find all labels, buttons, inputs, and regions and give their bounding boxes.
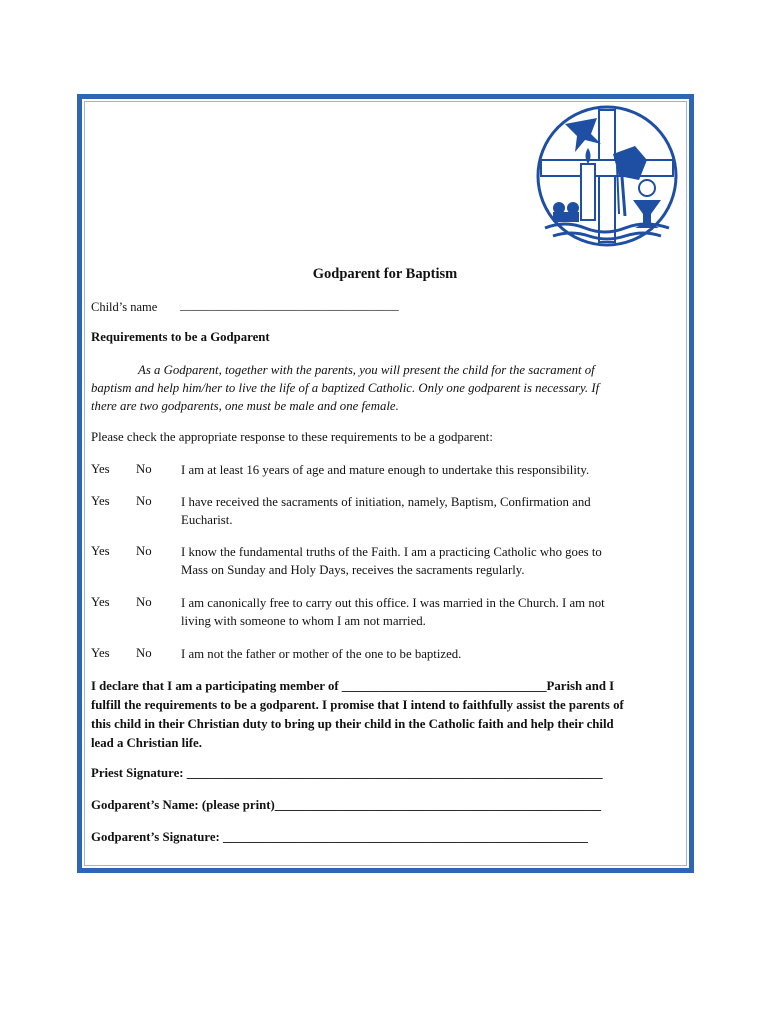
- intro-line: there are two godparents, one must be male and one female.: [91, 399, 399, 413]
- priest-signature-field[interactable]: Priest Signature: _________________________________________________________________: [91, 766, 603, 780]
- requirement-line: I am canonically free to carry out this office. I was married in the Church. I am not: [181, 596, 605, 610]
- godparent-signature-field[interactable]: Godparent’s Signature: _________________________________________________________: [91, 830, 588, 844]
- requirement-text: [181, 645, 681, 663]
- requirement-text: [181, 543, 681, 579]
- declaration-line: fulfill the requirements to be a godparent. I promise that I intend to faithfully assist the parents of: [91, 698, 624, 712]
- requirement-text: [181, 461, 681, 479]
- yes-option[interactable]: Yes: [91, 544, 110, 558]
- requirement-line: Mass on Sunday and Holy Days, receives the sacraments regularly.: [181, 563, 525, 577]
- declaration-line: lead a Christian life.: [91, 736, 202, 750]
- no-option[interactable]: No: [136, 595, 152, 609]
- yes-option[interactable]: Yes: [91, 646, 110, 660]
- baptism-logo-icon: [535, 104, 679, 248]
- requirement-text: [181, 594, 681, 630]
- godparent-name-field[interactable]: Godparent’s Name: (please print)___________________________________________________: [91, 798, 602, 812]
- yes-option[interactable]: Yes: [91, 494, 110, 508]
- no-option[interactable]: No: [136, 494, 152, 508]
- declaration-paragraph: [91, 677, 691, 753]
- document-title: Godparent for Baptism: [312, 266, 458, 282]
- no-option[interactable]: No: [136, 462, 152, 476]
- intro-paragraph: [91, 361, 691, 415]
- requirement-line: I have received the sacraments of initiation, namely, Baptism, Confirmation and: [181, 495, 591, 509]
- requirement-line: I am not the father or mother of the one to be baptized.: [181, 647, 462, 661]
- requirement-line: living with someone to whom I am not married.: [181, 614, 426, 628]
- intro-line: baptism and help him/her to live the life of a baptized Catholic. Only one godparent is necessary. If: [91, 381, 600, 395]
- requirements-heading: Requirements to be a Godparent: [91, 330, 270, 344]
- no-option[interactable]: No: [136, 544, 152, 558]
- requirement-line: Eucharist.: [181, 513, 233, 527]
- requirement-line: I know the fundamental truths of the Faith. I am a practicing Catholic who goes to: [181, 545, 602, 559]
- requirement-text: [181, 493, 681, 529]
- requirement-line: I am at least 16 years of age and mature enough to undertake this responsibility.: [181, 463, 590, 477]
- no-option[interactable]: No: [136, 646, 152, 660]
- declaration-line: this child in their Christian duty to bring up their child in the Catholic faith and help their child: [91, 717, 614, 731]
- yes-option[interactable]: Yes: [91, 595, 110, 609]
- instruction-text: Please check the appropriate response to these requirements to be a godparent:: [91, 430, 493, 444]
- declaration-line: I declare that I am a participating member of ________________________________Parish and I: [91, 679, 615, 693]
- childs-name-field[interactable]: ___________________________________: [180, 298, 399, 312]
- childs-name-label: Child’s name: [91, 300, 158, 314]
- yes-option[interactable]: Yes: [91, 462, 110, 476]
- intro-line: As a Godparent, together with the parents, you will present the child for the sacrament of: [138, 363, 595, 377]
